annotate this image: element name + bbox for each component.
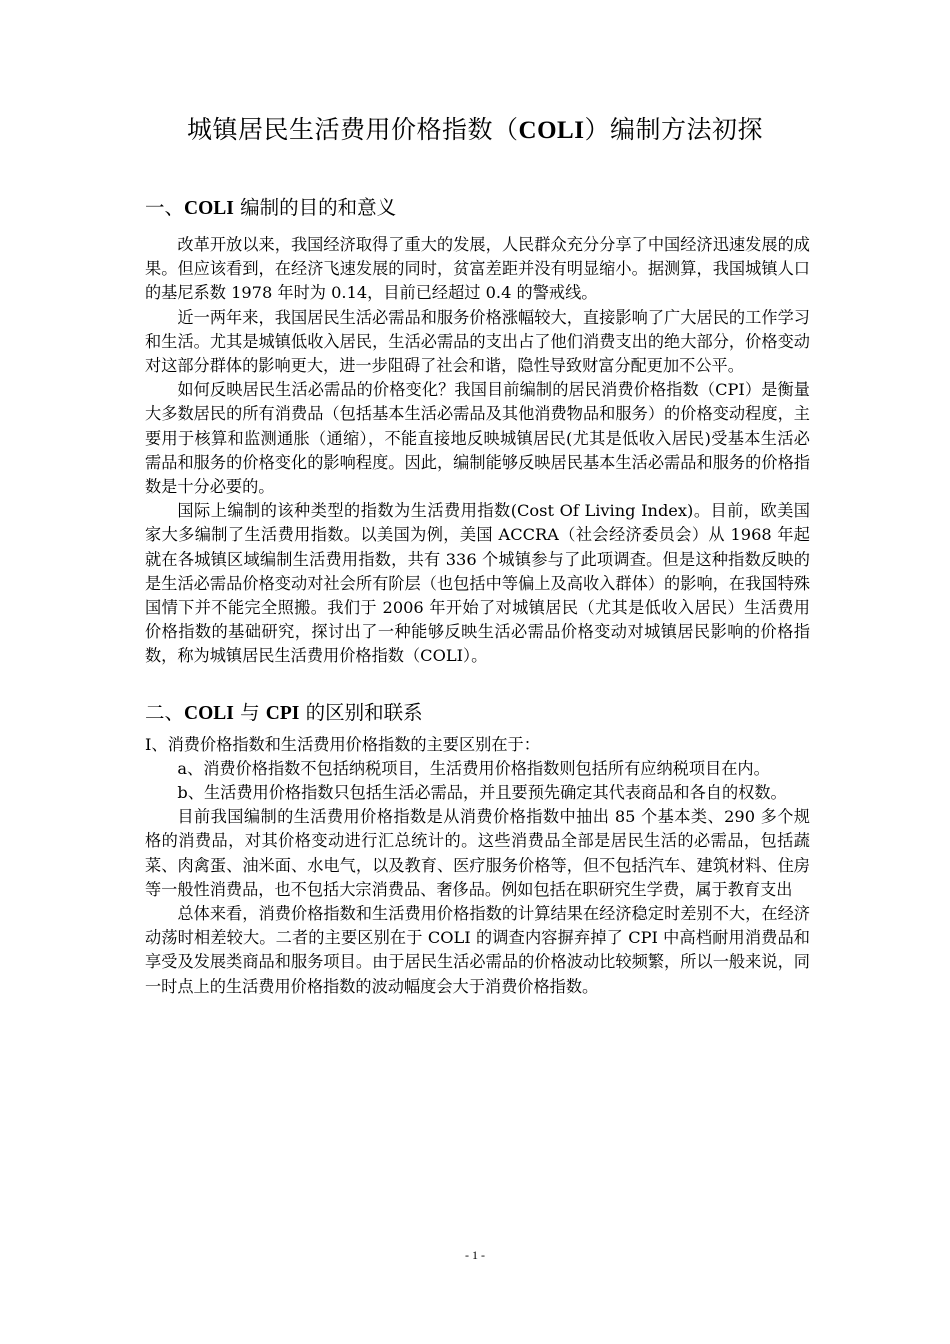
section-2-heading-text: 的区别和联系 bbox=[299, 700, 423, 724]
document-title bbox=[0, 112, 950, 149]
section-1-number: 一、 bbox=[145, 196, 185, 219]
section-1-heading bbox=[145, 192, 810, 225]
section-2-number: 二、 bbox=[145, 700, 185, 724]
document-body bbox=[145, 192, 810, 999]
section-2-paragraph: a、消费价格指数不包括纳税项目，生活费用价格指数则包括所有应纳税项目在内。 bbox=[177, 758, 770, 778]
section-2-acronym-cpi: CPI bbox=[265, 702, 300, 724]
page-number: - 1 - bbox=[465, 1248, 485, 1262]
title-acronym: COLI bbox=[518, 117, 585, 144]
section-1-paragraph: 改革开放以来，我国经济取得了重大的发展，人民群众充分分享了中国经济迅速发展的成果。但应该看到，在经济飞速发展的同时，贫富差距并没有明显缩小。据测算，我国城镇人口的基尼系数 1978 年时为 0.14，目前已经超过 0.4 的警戒线。 bbox=[145, 235, 810, 303]
title-text-post: ）编制方法初探 bbox=[584, 115, 763, 144]
section-1-paragraph: 国际上编制的该种类型的指数为生活费用指数(Cost Of Living Index)。目前，欧美国家大多编制了生活费用指数。以美国为例，美国 ACCRA（社会经济委员会）从 1968 年起就在各城镇区域编制生活费用指数，共有 336 个城镇参与了此项调查。但是这种指数反映的是生活必需品价格变动对社会所有阶层（也包括中等偏上及高收入群体）的影响，在我国特殊国情下并不能完全照搬。我们于 2006 年开始了对城镇居民（尤其是低收入居民）生活费用价格指数的基础研究，探讨出了一种能够反映生活必需品价格变动对城镇居民影响的价格指数，称为城镇居民生活费用价格指数（COLI）。 bbox=[145, 501, 810, 666]
section-2-heading bbox=[145, 697, 810, 730]
section-1-paragraph: 如何反映居民生活必需品的价格变化？我国目前编制的居民消费价格指数（CPI）是衡量大多数居民的所有消费品（包括基本生活必需品及其他消费物品和服务）的价格变动程度，主要用于核算和监测通胀（通缩），不能直接地反映城镇居民(尤其是低收入居民)受基本生活必需品和服务的价格变化的影响程度。因此，编制能够反映居民基本生活必需品和服务的价格指数是十分必要的。 bbox=[145, 380, 810, 497]
title-text-pre: 城镇居民生活费用价格指数（ bbox=[187, 115, 519, 144]
section-2-intro: Ⅰ、消费价格指数和生活费用价格指数的主要区别在于： bbox=[145, 734, 540, 754]
section-2-acronym-coli: COLI bbox=[184, 702, 234, 724]
section-2-paragraph: b、生活费用价格指数只包括生活必需品，并且要预先确定其代表商品和各自的权数。 bbox=[177, 783, 787, 803]
section-2-paragraph: 总体来看，消费价格指数和生活费用价格指数的计算结果在经济稳定时差别不大，在经济动荡时相差较大。二者的主要区别在于 COLI 的调查内容摒弃掉了 CPI 中高档耐用消费品和享受及发展类商品和服务项目。由于居民生活必需品的价格波动比较频繁，所以一般来说，同一时点上的生活费用价格指数的波动幅度会大于消费价格指数。 bbox=[145, 904, 810, 996]
section-1-acronym: COLI bbox=[184, 198, 234, 219]
section-1-paragraph: 近一两年来，我国居民生活必需品和服务价格涨幅较大，直接影响了广大居民的工作学习和生活。尤其是城镇低收入居民，生活必需品的支出占了他们消费支出的绝大部分，价格变动对这部分群体的影响更大，进一步阻碍了社会和谐，隐性导致财富分配更加不公平。 bbox=[145, 307, 810, 376]
section-1-heading-text: 编制的目的和意义 bbox=[233, 196, 397, 219]
section-2-paragraph: 目前我国编制的生活费用价格指数是从消费价格指数中抽出 85 个基本类、290 多个规格的消费品，对其价格变动进行汇总统计的。这些消费品全部是居民生活的必需品，包括蔬菜、肉禽蛋、油米面、水电气，以及教育、医疗服务价格等，但不包括汽车、建筑材料、住房等一般性消费品，也不包括大宗消费品、奢侈品。例如包括在职研究生学费，属于教育支出 bbox=[145, 807, 810, 899]
section-2-heading-connector: 与 bbox=[233, 700, 266, 724]
